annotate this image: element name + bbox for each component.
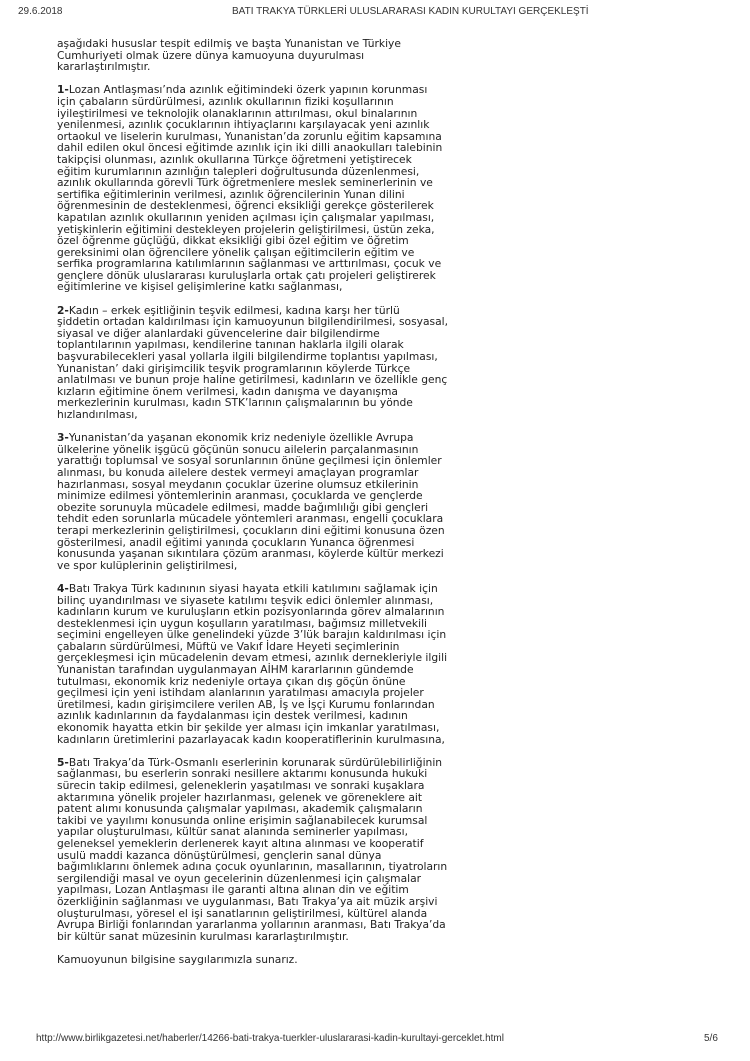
- text-line: üretilmesi, kadın girişimcilere verilen AB, İş ve İşçi Kurumu fonlarından: [57, 697, 435, 711]
- text-line: Avrupa Birliği fonlarından yararlanma yollarının aranması, Batı Trakya’da: [57, 918, 446, 932]
- text-line: terapi merkezlerinin geliştirilmesi, çocukların dini eğitimi konusuna özen: [57, 523, 445, 537]
- text-line: takibi ve yayılımı konusunda online erişimin sağlanabilecek kurumsal: [57, 813, 428, 827]
- item-paragraph-2: [57, 305, 702, 421]
- text-line: kızların eğitimine önem verilmesi, kadın danışma ve dayanışma: [57, 384, 398, 398]
- text-line: azınlık okullarında görevli Türk öğretmenlere meslek seminerlerinin ve: [57, 176, 433, 190]
- text-line: özerkliğinin sağlanması ve uygulanması, Batı Trakya’ya ait müzik arşivi: [57, 894, 438, 908]
- text-line: sağlanması, bu eserlerin sonraki nesillere aktarımı konusunda hukuki: [57, 767, 428, 781]
- text-line: özel öğrenme güçlüğü, dikkat eksikliği gibi özel eğitim ve öğretim: [57, 234, 409, 248]
- text-line: ve spor kulüplerinin geliştirilmesi,: [57, 558, 238, 572]
- text-line: toplantılarının yapılması, kendilerine tanınan haklarla ilgili olarak: [57, 338, 404, 352]
- text-line: oluşturulması, yöresel el işi sanatlarının geliştirilmesi, kültürel alanda: [57, 906, 428, 920]
- text-line: Lozan Antlaşması’nda azınlık eğitimindeki özerk yapının korunması: [68, 83, 428, 97]
- item-number: 2-: [57, 303, 69, 317]
- text-line: eğitimlerine ve kişisel gelişimlerine katkı sağlanması,: [57, 280, 343, 294]
- text-line: minimize edilmesi yöntemlerinin aranması, çocuklarda ve gençlerde: [57, 489, 423, 503]
- text-line: gençlere dönük uluslararası kuruluşlarla ortak çatı projeleri geliştirerek: [57, 268, 436, 282]
- text-line: alınması, bu konuda ailelere destek vermeyi amaçlayan programlar: [57, 465, 419, 479]
- closing-paragraph: Kamuoyunun bilgisine saygılarımızla sunarız.: [57, 952, 298, 966]
- text-line: geleneksel yemeklerin derlenerek kayıt altına alınması ve kooperatif: [57, 836, 424, 850]
- text-line: bağımlıklarını önlemek adına çocuk oyunlarının, masallarının, tiyatroların: [57, 860, 448, 874]
- text-line: azınlık kadınlarının da faydalanması için destek verilmesi, kadının: [57, 709, 408, 723]
- text-line: Yunanistan’ daki girişimcilik teşvik programlarının köylerde Türkçe: [57, 361, 411, 375]
- print-title: BATI TRAKYA TÜRKLERİ ULUSLARARASI KADIN KURULTAYI GERÇEKLEŞTİ: [232, 6, 589, 17]
- article-body: [57, 38, 702, 977]
- text-line: çabaların sürdürülmesi, Müftü ve Vakıf İdare Heyeti seçimlerinin: [57, 639, 400, 653]
- text-line: siyasal ve diğer alanlardaki güvencelerine dair bilgilendirme: [57, 326, 380, 340]
- text-line: ortaokul ve liselerin kurulması, Yunanistan’da zorunlu eğitim kapsamına: [57, 129, 442, 143]
- print-footer: [0, 1033, 750, 1047]
- text-line: Batı Trakya’da Türk-Osmanlı eserlerinin korunarak sürdürülebilirliğinin: [68, 755, 443, 769]
- item-number: 3-: [57, 431, 69, 445]
- text-line: öğrenmesinin de desteklenmesi, öğrenci eksikliği gerekçe gösterilerek: [57, 199, 434, 213]
- print-date: 29.6.2018: [18, 6, 63, 17]
- text-line: hazırlanması, sosyal meydanın çocuklar üzerine olumsuz etkilerinin: [57, 477, 419, 491]
- item-number: 4-: [57, 581, 69, 595]
- intro-paragraph: [57, 38, 702, 73]
- text-line: patent alımı konusunda çalışmalar yapılması, akademik çalışmaların: [57, 802, 423, 816]
- text-line: desteklenmesi için uygun koşulların yaratılması, bağımsız milletvekili: [57, 616, 428, 630]
- item-paragraph-4: [57, 583, 702, 745]
- numbered-items: [57, 84, 702, 942]
- text-line: başvurabilecekleri yasal yollarla ilgili bilgilendirme toplantısı yapılması,: [57, 350, 438, 364]
- text-line: Batı Trakya Türk kadınının siyasi hayata etkili katılımını sağlamak için: [68, 581, 438, 595]
- text-line: yenilenmesi, azınlık çocuklarının ihtiyaçlarını karşılayacak yeni azınlık: [57, 118, 430, 132]
- text-line: hızlandırılması,: [57, 408, 138, 421]
- text-line: konusunda yaşanan sıkıntılara çözüm aranması, köylerde kültür merkezi: [57, 547, 444, 561]
- item-number: 1-: [57, 83, 69, 97]
- text-line: Cumhuriyeti olmak üzere dünya kamuoyuna duyurulması: [57, 48, 365, 62]
- text-line: sürecin takip edilmesi, geleneklerin yaşatılması ve sonraki kuşaklara: [57, 779, 425, 792]
- text-line: geçilmesi için yeni istihdam alanlarının yaratılması amacıyla projeler: [57, 686, 424, 700]
- text-line: ülkelerine yönelik işgücü göçünün sonucu ailelerin parçalanmasının: [57, 442, 419, 456]
- text-line: aktarımına yönelik projeler hazırlanması, gelenek ve göreneklere ait: [57, 790, 423, 804]
- text-line: yarattığı toplumsal ve sosyal sorunlarının önüne geçilmesi için önlemler: [57, 454, 442, 468]
- text-line: eğitim kurumlarının azınlığın talepleri doğrultusunda düzenlenmesi,: [57, 164, 420, 178]
- item-paragraph-5: [57, 757, 702, 943]
- text-line: kadınların kurum ve kuruluşların etkin pozisyonlarında görev almalarının: [57, 605, 445, 619]
- text-line: serfika programlarına katılımlarının sağlanması ve arttırılması, çocuk ve: [57, 257, 442, 271]
- text-line: tehdit eden sorunlarla mücadele yöntemleri aranması, engelli çocuklara: [57, 512, 444, 526]
- text-line: bir kültür sanat müzesinin kurulması kararlaştırılmıştır.: [57, 929, 349, 943]
- text-line: yapılar oluşturulması, kültür sanat alanında seminerler yapılması,: [57, 825, 408, 839]
- text-line: aşağıdaki hususlar tespit edilmiş ve başta Yunanistan ve Türkiye: [57, 37, 401, 50]
- text-line: sergilendiği masal ve oyun gecelerinin düzenlenmesi için çalışmalar: [57, 871, 422, 885]
- source-url: http://www.birlikgazetesi.net/haberler/14266-bati-trakya-tuerkler-uluslararasi-kadin-kurultayi-gerceklet.html: [36, 1033, 504, 1044]
- text-line: sertifika eğitimlerinin verilmesi, azınlık öğrencilerinin Yunan dilini: [57, 187, 405, 201]
- item-paragraph-1: [57, 84, 702, 293]
- text-line: gerçekleşmesi için mücadelenin devam etmesi, azınlık dernekleriyle ilgili: [57, 651, 448, 665]
- text-line: bilinç uyandırılması ve siyasete katılımı teşvik edici önlemler alınması,: [57, 593, 434, 607]
- text-line: dahil edilen okul öncesi eğitimde azınlık için iki dilli anaokulları talebinin: [57, 141, 443, 155]
- text-line: iyileştirilmesi ve teknolojik olanaklarının attırılması, okul binalarının: [57, 106, 418, 120]
- text-line: şiddetin ortadan kaldırılması için kamuoyunun bilgilendirilmesi, sosyasal,: [57, 315, 448, 329]
- text-line: seçimini engelleyen ülke genelindeki yüzde 3’lük barajın kaldırılması için: [57, 628, 447, 642]
- text-line: obezite sorunuyla mücadele edilmesi, madde bağımlılığı gibi gençleri: [57, 500, 429, 514]
- text-line: için çabaların sürdürülmesi, azınlık okullarının fiziki koşullarının: [57, 94, 394, 108]
- text-line: Yunanistan tarafından uygulanmayan AİHM kararlarının gündemde: [57, 663, 414, 677]
- text-line: yapılması, Lozan Antlaşması ile garanti altına alınan din ve eğitim: [57, 883, 409, 897]
- text-line: kapatılan azınlık okullarının yeniden açılması için çalışmalar yapılması,: [57, 210, 435, 224]
- text-line: tutulması, ekonomik kriz nedeniyle ortaya çıkan dış göçün önüne: [57, 674, 406, 688]
- text-line: Kadın – erkek eşitliğinin teşvik edilmesi, kadına karşı her türlü: [68, 303, 400, 317]
- text-line: Yunanistan’da yaşanan ekonomik kriz nedeniyle özellikle Avrupa: [68, 431, 414, 445]
- text-line: gereksinimi olan öğrencilere yönelik çalışan eğitimcilerin eğitim ve: [57, 245, 415, 259]
- text-line: merkezlerinin kurulması, kadın STK’larının çalışmalarının bu yönde: [57, 396, 413, 410]
- text-line: takipçisi olunması, azınlık okullarına Türkçe öğretmeni yetiştirecek: [57, 152, 412, 166]
- text-line: usulü maddi kazanca dönüştürülmesi, gençlerin sanal dünya: [57, 848, 382, 862]
- text-line: kadınların üretimlerini pazarlayacak kadın kooperatiflerinin kurulmasına,: [57, 732, 445, 746]
- print-header: [0, 6, 750, 20]
- text-line: ekonomik hayatta etkin bir şekilde yer alması için imkanlar yaratılması,: [57, 721, 440, 735]
- item-paragraph-3: [57, 432, 702, 571]
- text-line: gösterilmesi, anadil eğitimi yanında çocukların Yunanca öğrenmesi: [57, 535, 415, 549]
- text-line: kararlaştırılmıştır.: [57, 60, 151, 74]
- text-line: anlatılması ve bunun proje haline getirilmesi, kadınların ve özellikle genç: [57, 373, 448, 387]
- text-line: yetişkinlerin eğitimini destekleyen projelerin geliştirilmesi, üstün zeka,: [57, 222, 435, 236]
- page-number: 5/6: [704, 1033, 718, 1044]
- item-number: 5-: [57, 755, 69, 769]
